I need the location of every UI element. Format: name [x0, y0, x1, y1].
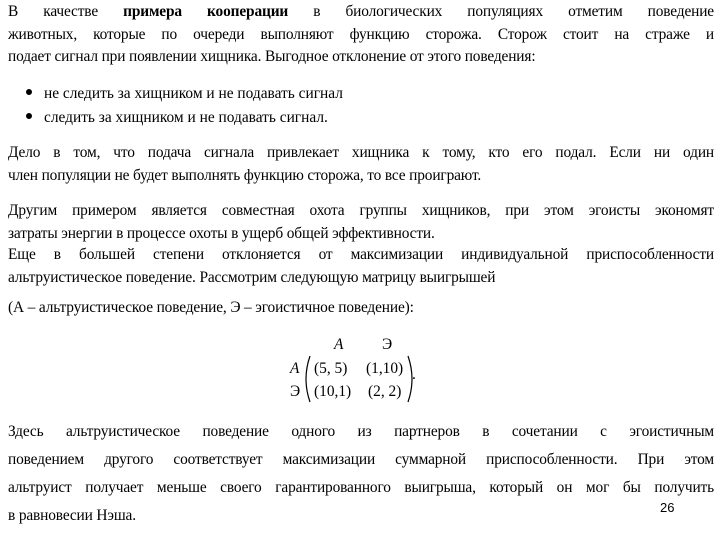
- text-line: в равновесии Нэша.: [8, 507, 136, 524]
- text-line: Здесь альтруистическое поведение одного из партнеров в сочетании с эгоистичным: [8, 423, 714, 440]
- matrix-cell: (5, 5): [314, 360, 348, 377]
- bullet-item: [26, 84, 343, 104]
- text-line: Другим примером является совместная охота группы хищников, при этом эгоисты экономят: [8, 202, 714, 219]
- text-run: В качестве: [8, 3, 124, 20]
- text-line: затраты энергии в процессе охоты в ущерб общей эффективности.: [8, 224, 435, 242]
- bullet-item: [26, 108, 328, 128]
- paragraph-signal: [8, 142, 714, 187]
- bold-term: примера кооперации: [123, 3, 289, 20]
- text-line: животных, которые по очереди выполняют функцию сторожа. Сторож стоит на страже и: [8, 25, 714, 43]
- text-line: подает сигнал при появлении хищника. Выгодное отклонение от этого поведения:: [8, 48, 536, 65]
- text-line: Дело в том, что подача сигнала привлекает хищника к тому, кто его подал. Если ни один: [8, 144, 714, 161]
- matrix-cell: (10,1): [314, 383, 352, 400]
- bullet-icon: [26, 89, 32, 95]
- matrix-col-header: Э: [382, 336, 393, 353]
- paragraph-hunting: [8, 200, 714, 245]
- matrix-col-header: А: [334, 336, 344, 353]
- text-line: член популяции не будет выполнять функцию сторожа, то все проиграют.: [8, 166, 482, 184]
- paragraph-cooperation: [8, 1, 714, 69]
- text-run: в биологических популяциях отметим поведение: [288, 3, 714, 20]
- text-line: альтруист получает меньше своего гарантированного выигрыша, который он мог бы получить: [8, 479, 714, 496]
- paragraph-conclusion: [8, 418, 714, 530]
- text-line: альтруистическое поведение. Рассмотрим следующую матрицу выигрышей: [8, 268, 496, 286]
- text-line: (А – альтруистическое поведение, Э – эгоистичное поведение):: [8, 299, 414, 316]
- bullet-text: следить за хищником и не подавать сигнал.: [44, 109, 328, 126]
- matrix-row-header: Э: [290, 383, 301, 400]
- matrix-period: .: [412, 366, 416, 383]
- matrix-cell: (1,10): [366, 360, 404, 377]
- page-number: 26: [660, 500, 675, 515]
- matrix-row-header: А: [290, 360, 300, 377]
- matrix-cell: (2, 2): [368, 383, 402, 400]
- payoff-matrix: [290, 338, 430, 404]
- text-line: поведением другого соответствует максимизации суммарной приспособленности. При этом: [8, 451, 714, 468]
- bullet-text: не следить за хищником и не подавать сигнал: [44, 85, 343, 102]
- text-line: Еще в большей степени отклоняется от максимизации индивидуальной приспособленности: [8, 246, 714, 263]
- text-line: [8, 1, 714, 24]
- bullet-icon: [26, 113, 32, 119]
- paragraph-altruism: [8, 244, 714, 320]
